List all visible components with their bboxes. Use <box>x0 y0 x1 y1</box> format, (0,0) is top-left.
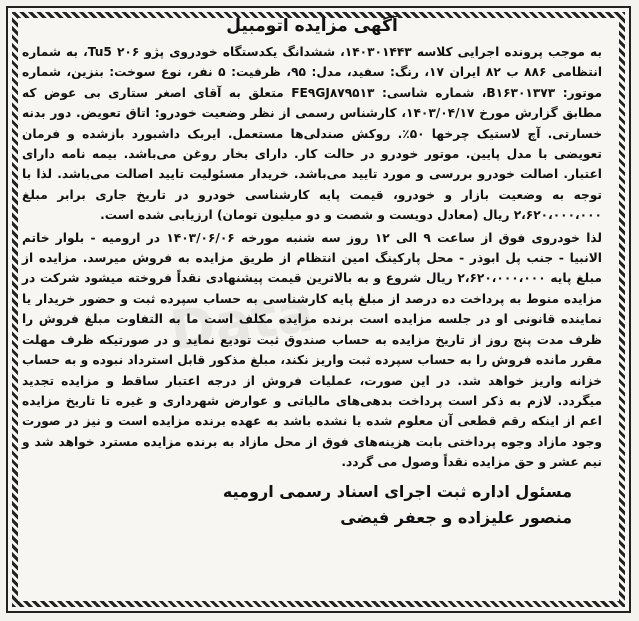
notice-body <box>22 42 602 473</box>
notice-content <box>22 16 602 531</box>
notice-title: آگهی مزایده اتومبیل <box>226 16 398 36</box>
notice-paragraph-1: به موجب پرونده اجرایی کلاسه ۱۴۰۳۰۱۴۴۳، ششدانگ یکدستگاه خودروی پژو Tu5 ۲۰۶، به شماره انتظامی ۸۸۶ ب ۸۲ ایران ۱۷، رنگ: سفید، مدل: ۹۵، ظرفیت: ۵ نفر، نوع سوخت: بنزین، شماره موتور: B۱۶۳۰۱۳۷۳، شماره شاسی: FE۹GJ۸۷۹۵۱۳ متعلق به آقای اصغر ستاری بی عوض که مطابق گزارش مورخ ۱۴۰۳/۰۴/۱۷، کارشناس رسمی از نظر وضعیت خودرو: اتاق تعویض. دور بدنه خسارتی. آچ لاستیک چرخها ۵۰٪. روکش صندلی‌ها مستعمل. ایربک داشبورد بازشده و فرمان تعویضی با مدل پایین. موتور خودرو در حالت کار. دارای بخار روغن می‌باشد. بیمه نامه دارای اعتبار. اصالت خودرو بررسی و مورد تایید می‌باشد. خریدار مسئولیت تایید اصالت می‌باشد. لذا با توجه به وضعیت بازار و خودرو، قیمت پایه کارشناسی خودرو در تاریخ جاری برابر مبلغ ۲،۶۲۰،۰۰۰،۰۰۰ ریال (معادل دویست و شصت و دو میلیون تومان) ارزیابی شده است. <box>22 45 602 223</box>
watermark: Data <box>166 280 318 363</box>
signature-office: مسئول اداره ثبت اجرای اسناد رسمی ارومیه <box>222 481 572 501</box>
signature-block <box>22 479 602 531</box>
signature-names: منصور علیزاده و جعفر فیضی <box>340 507 572 527</box>
notice-paragraph-2: لذا خودروی فوق از ساعت ۹ الی ۱۲ روز سه شنبه مورخه ۱۴۰۳/۰۶/۰۶ در ارومیه - بلوار خاتم الانبیا - جنب پل ابوذر - محل پارکینگ امین انتظام از طریق مزایده به فروش میرسد. مزایده از مبلغ پایه ۲،۶۲۰،۰۰۰،۰۰۰ ریال شروع و به بالاترین قیمت پیشنهادی نقداً فروخته میشود شرکت در مزایده منوط به پرداخت ده درصد از مبلغ پایه کارشناسی به حساب سپرده ثبت و حضور خریدار یا نماینده قانونی او در جلسه مزایده است برنده مزایده مکلف است ما به التفاوت مبلغ فروش را ظرف مدت پنج روز از تاریخ مزایده به حساب صندوق ثبت تودیع نماید و در صورتیکه ظرف مهلت مقرر مانده فروش را به حساب سپرده ثبت واریز نکند، مبلغ مذکور قابل استرداد نبوده و به حساب خزانه واریز خواهد شد. در این صورت، عملیات فروش از درجه اعتبار ساقط و مزایده تجدید میگردد. لازم به ذکر است پرداخت بدهی‌های مالیاتی و عوارض شهرداری و غیره تا تاریخ مزایده اعم از اینکه رقم قطعی آن معلوم شده یا نشده باشد به عهده برنده مزایده است و نیز در صورت وجود مازاد وجوه پرداختی بابت هزینه‌های فوق از محل مازاد به برنده مزایده مسترد خواهد شد و نیم عشر و حق مزایده نقداً وصول می گردد. <box>22 230 602 470</box>
